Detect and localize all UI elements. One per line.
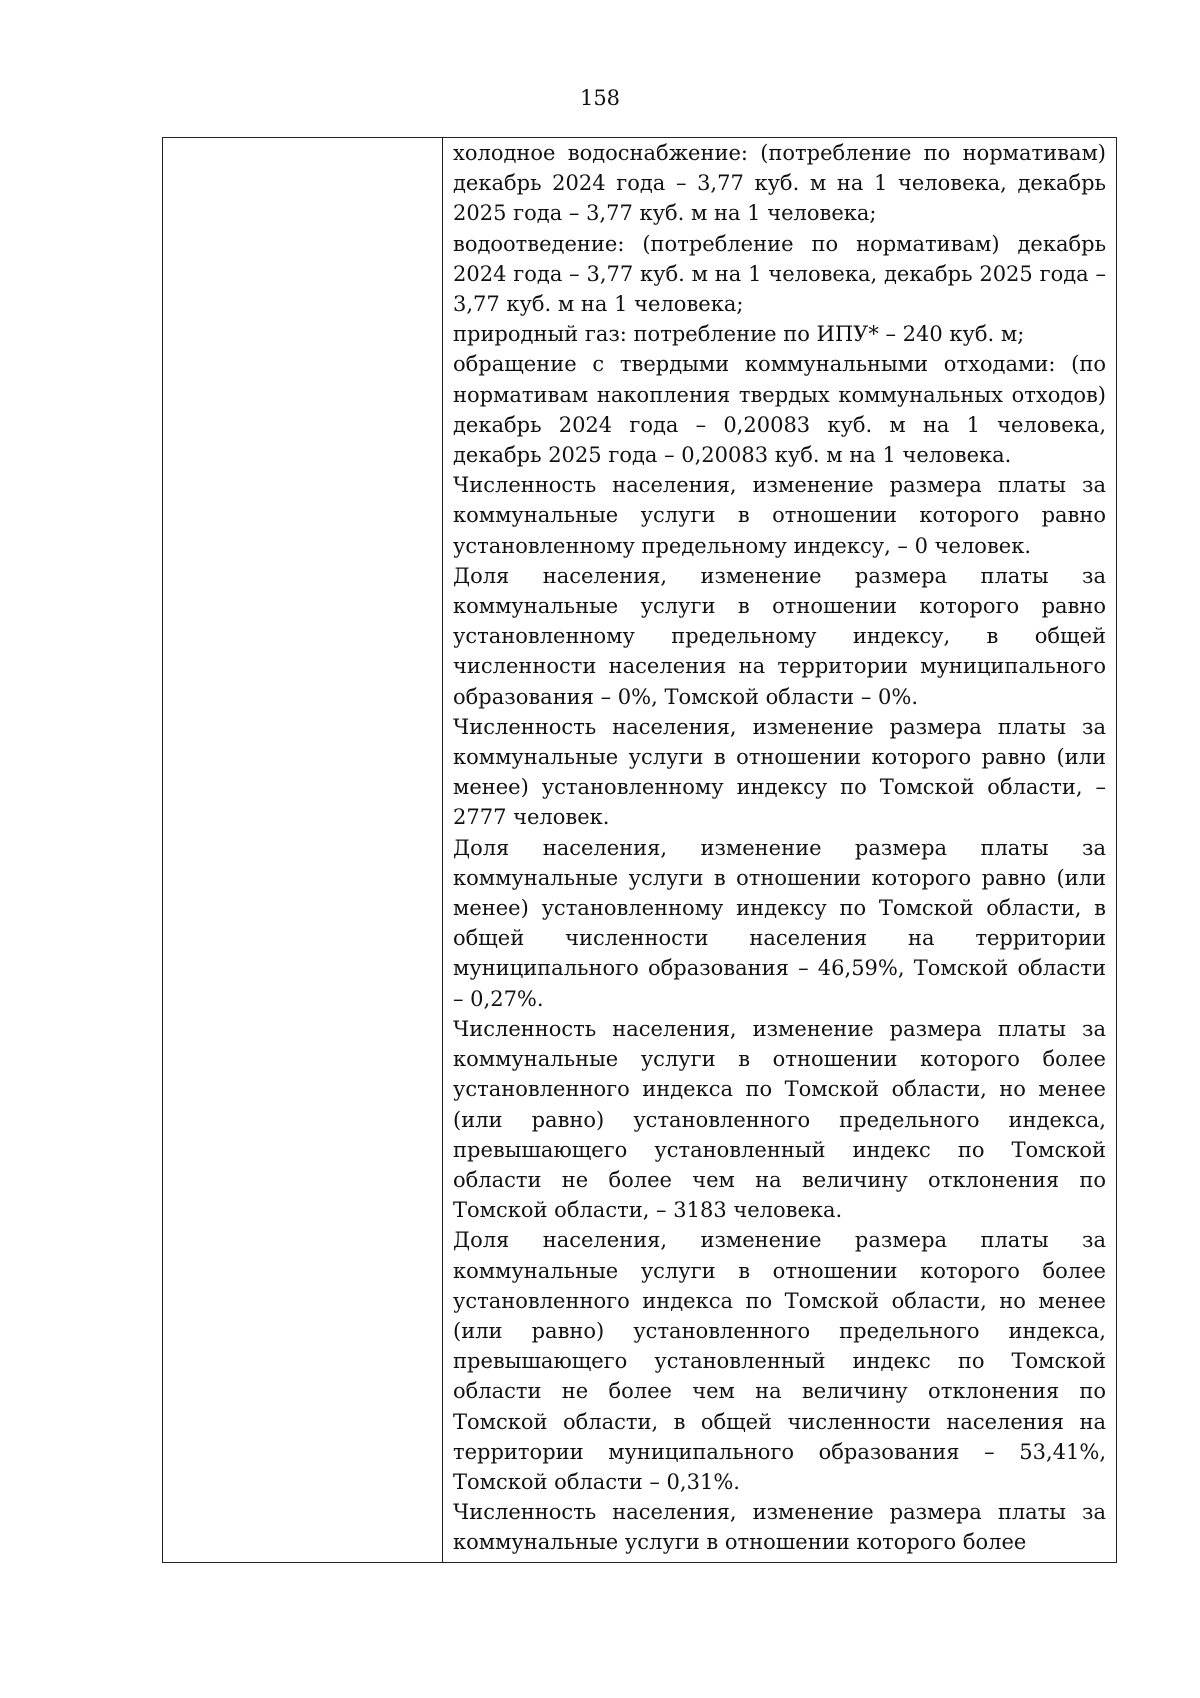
paragraph-population-equal-regional: Численность населения, изменение размера платы за коммунальные услуги в отношении которого равно (или менее) установленному индексу по Томской области, – 2777 человек. (453, 714, 1106, 830)
paragraph-share-equal-limit: Доля населения, изменение размера платы за коммунальные услуги в отношении которого равно установленному предельному индексу, в общей численности населения на территории муниципального образования – 0%, Томской области – 0%. (453, 563, 1106, 709)
paragraph-population-above-regional: Численность населения, изменение размера платы за коммунальные услуги в отношении которого более установленного индекса по Томской области, но менее (или равно) установленного предельного индекса, превышающего установленный индекс по Томской области не более чем на величину отклонения по Томской области, – 3183 человека. (453, 1016, 1106, 1223)
paragraph-solid-waste: обращение с твердыми коммунальными отходами: (по нормативам накопления твердых коммунальных отходов) декабрь 2024 года – 0,20083 куб. м на 1 человека, декабрь 2025 года – 0,20083 куб. м на 1 человека. (453, 352, 1106, 468)
paragraph-natural-gas: природный газ: потребление по ИПУ* – 240 куб. м; (453, 322, 1025, 347)
paragraph-share-equal-regional: Доля населения, изменение размера платы за коммунальные услуги в отношении которого равно (или менее) установленному индексу по Томской области, в общей численности населения на территории муниципального образования – 46,59%, Томской области – 0,27%. (453, 835, 1106, 1011)
document-table (162, 137, 1117, 1563)
paragraph-cold-water: холодное водоснабжение: (потребление по нормативам) декабрь 2024 года – 3,77 куб. м на 1 человека, декабрь 2025 года – 3,77 куб. м на 1 человека; (453, 141, 1106, 226)
paragraph-population-continued: Численность населения, изменение размера платы за коммунальные услуги в отношении которого более (453, 1500, 1106, 1555)
table-left-cell (163, 138, 443, 1562)
table-right-cell (443, 138, 1116, 1562)
paragraph-population-equal-limit: Численность населения, изменение размера платы за коммунальные услуги в отношении которого равно установленному предельному индексу, – 0 человек. (453, 473, 1106, 558)
paragraph-share-above-regional: Доля населения, изменение размера платы за коммунальные услуги в отношении которого более установленного индекса по Томской области, но менее (или равно) установленного предельного индекса, превышающего установленный индекс по Томской области не более чем на величину отклонения по Томской области, в общей численности населения на территории муниципального образования – 53,41%, Томской области – 0,31%. (453, 1228, 1106, 1494)
paragraph-wastewater: водоотведение: (потребление по нормативам) декабрь 2024 года – 3,77 куб. м на 1 человека, декабрь 2025 года – 3,77 куб. м на 1 человека; (453, 231, 1106, 317)
page-number: 158 (579, 86, 621, 110)
